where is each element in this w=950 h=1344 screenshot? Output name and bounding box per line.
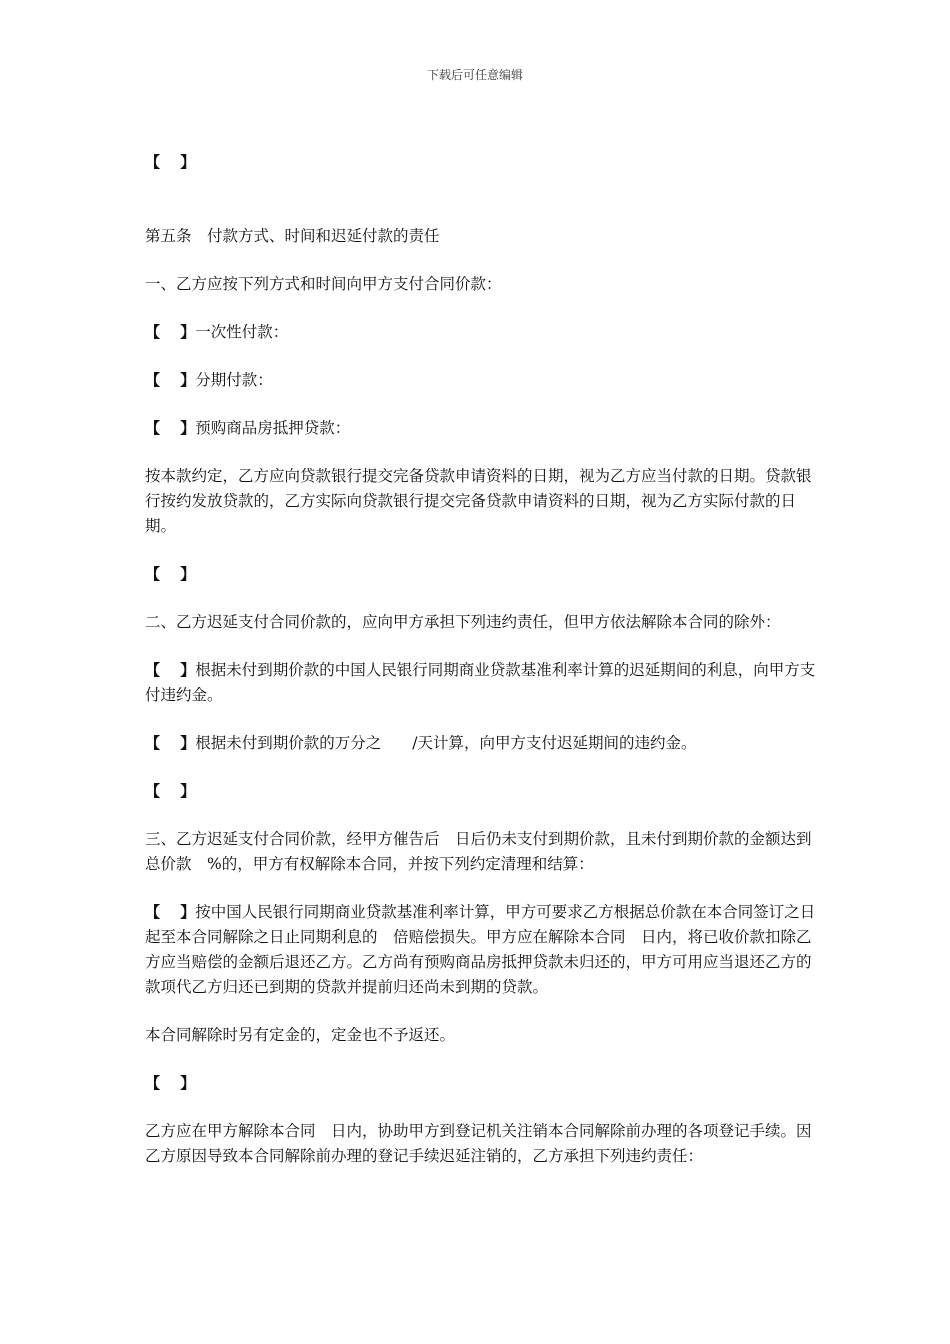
section-one-heading: 一、乙方应按下列方式和时间向甲方支付合同价款： [145, 275, 502, 293]
option-mortgage [145, 416, 825, 441]
page-header-note: 下载后可任意编辑 [426, 68, 523, 82]
option-label: 分期付款： [195, 371, 273, 389]
section-three-heading: 三、乙方迟延支付合同价款，经甲方催告后 日后仍未支付到期价款，且未付到期价款的金额达到总价款 %的，甲方有权解除本合同，并按下列约定清理和结算： [145, 830, 812, 873]
option-interest-penalty [145, 658, 825, 708]
article-title: 第五条 付款方式、时间和迟延付款的责任 [145, 227, 440, 245]
option-label: 预购商品房抵押贷款： [195, 419, 351, 437]
checkbox-bracket: 【 】 [145, 1074, 196, 1092]
paragraph-deposit: 本合同解除时另有定金的，定金也不予返还。 [145, 1026, 456, 1044]
option-installment [145, 368, 825, 393]
option-label: 根据未付到期价款的万分之 /天计算，向甲方支付迟延期间的违约金。 [195, 734, 697, 752]
option-lump-sum [145, 320, 825, 345]
option-label: 一次性付款： [195, 323, 289, 341]
option-label: 按中国人民银行同期商业贷款基准利率计算，甲方可要求乙方根据总价款在本合同签订之日起至本合同解除之日止同期利息的 倍赔偿损失。甲方应在解除本合同 日内，将已收价款扣除乙方应当赔偿的金额后退还乙方。乙方尚有预购商品房抵押贷款未归还的，甲方可用应当退还乙方的款项代乙方归还已到期的贷款并提前归还尚未到期的贷款。 [145, 903, 816, 996]
section-two-heading: 二、乙方迟延支付合同价款的，应向甲方承担下列违约责任，但甲方依法解除本合同的除外： [145, 613, 781, 631]
checkbox-bracket: 【 】 [145, 734, 196, 752]
checkbox-bracket: 【 】 [145, 565, 196, 583]
checkbox-bracket: 【 】 [145, 903, 196, 921]
option-label: 根据未付到期价款的中国人民银行同期商业贷款基准利率计算的迟延期间的利息，向甲方支付违约金。 [145, 661, 816, 704]
checkbox-bracket: 【 】 [145, 782, 196, 800]
checkbox-bracket: 【 】 [145, 153, 196, 171]
option-daily-penalty [145, 731, 825, 756]
paragraph-payment-date: 按本款约定，乙方应向贷款银行提交完备贷款申请资料的日期，视为乙方应当付款的日期。贷款银行按约发放贷款的，乙方实际向贷款银行提交完备贷款申请资料的日期，视为乙方实际付款的日期。 [145, 467, 812, 535]
option-compensation [145, 900, 825, 1000]
checkbox-bracket: 【 】 [145, 661, 196, 679]
document-body [145, 150, 825, 1169]
checkbox-bracket: 【 】 [145, 323, 196, 341]
paragraph-registration: 乙方应在甲方解除本合同 日内，协助甲方到登记机关注销本合同解除前办理的各项登记手续。因乙方原因导致本合同解除前办理的登记手续迟延注销的，乙方承担下列违约责任： [145, 1122, 812, 1165]
checkbox-bracket: 【 】 [145, 371, 196, 389]
checkbox-bracket: 【 】 [145, 419, 196, 437]
